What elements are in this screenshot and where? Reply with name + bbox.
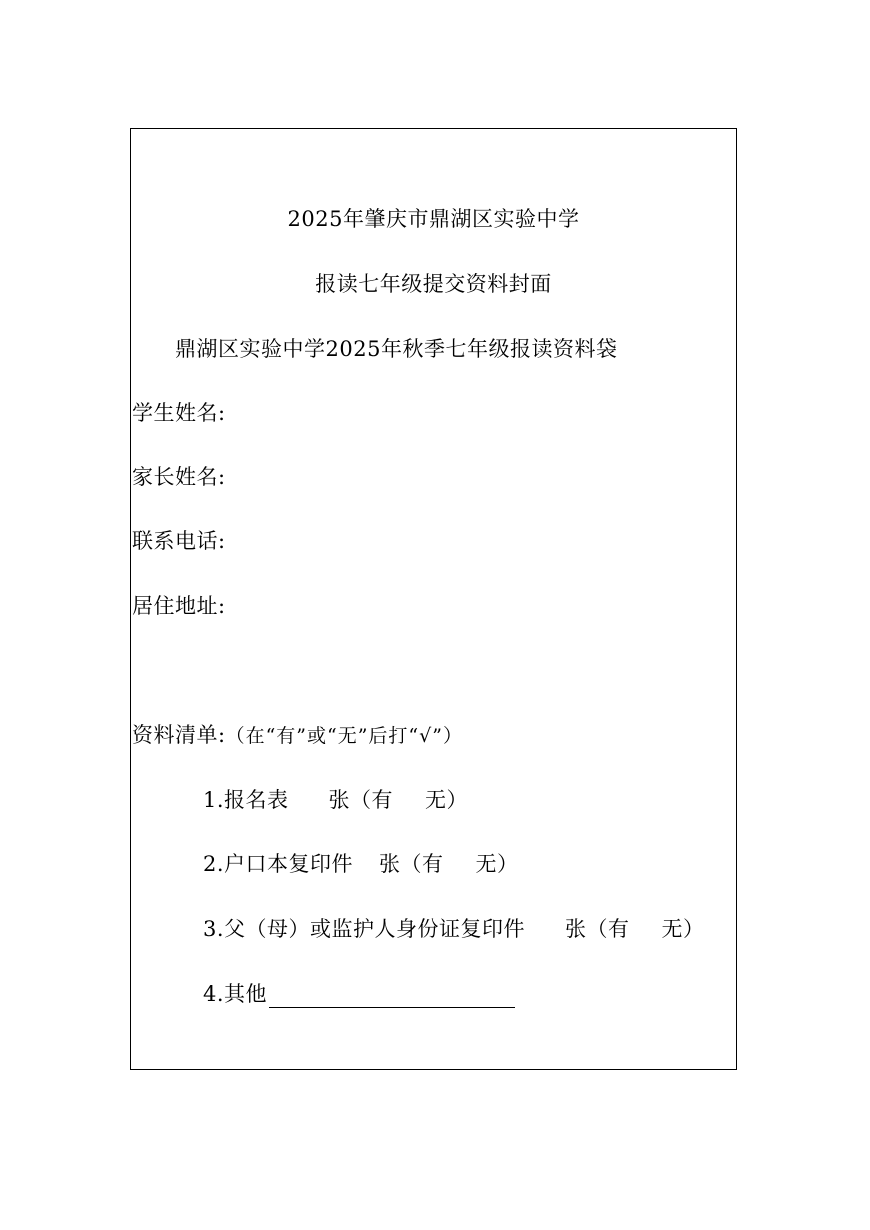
checklist-hint: （在“有”或“无”后打“√”）: [225, 725, 463, 747]
checklist-heading: [132, 721, 463, 750]
checklist-item-3: [203, 915, 705, 943]
item-unit: 张（有: [379, 852, 444, 876]
checklist-title: 资料清单:: [132, 723, 226, 747]
item-no: 无）: [425, 788, 469, 812]
parent-name-label: 家长姓名:: [132, 465, 226, 489]
cover-title-line1: 2025年肇庆市鼎湖区实验中学: [287, 207, 580, 231]
item-label: 1.报名表: [203, 788, 289, 812]
item-label: 2.户口本复印件: [203, 852, 354, 876]
cover-title-line2: 报读七年级提交资料封面: [315, 272, 552, 296]
item-no: 无）: [475, 852, 519, 876]
other-blank-line: [269, 985, 515, 1008]
item-label: 4.其他: [203, 982, 268, 1006]
student-name-label: 学生姓名:: [132, 401, 226, 425]
address-label: 居住地址:: [132, 594, 226, 618]
item-no: 无）: [661, 917, 705, 941]
checklist-item-2: [203, 850, 519, 878]
item-label: 3.父（母）或监护人身份证复印件: [203, 917, 526, 941]
phone-label: 联系电话:: [132, 529, 226, 553]
checklist-item-1: [203, 786, 468, 814]
cover-title-line3: 鼎湖区实验中学2025年秋季七年级报读资料袋: [175, 337, 618, 361]
item-unit: 张（有: [565, 917, 630, 941]
item-unit: 张（有: [328, 788, 394, 812]
cover-frame: [130, 128, 737, 1070]
checklist-item-4: [203, 980, 515, 1008]
